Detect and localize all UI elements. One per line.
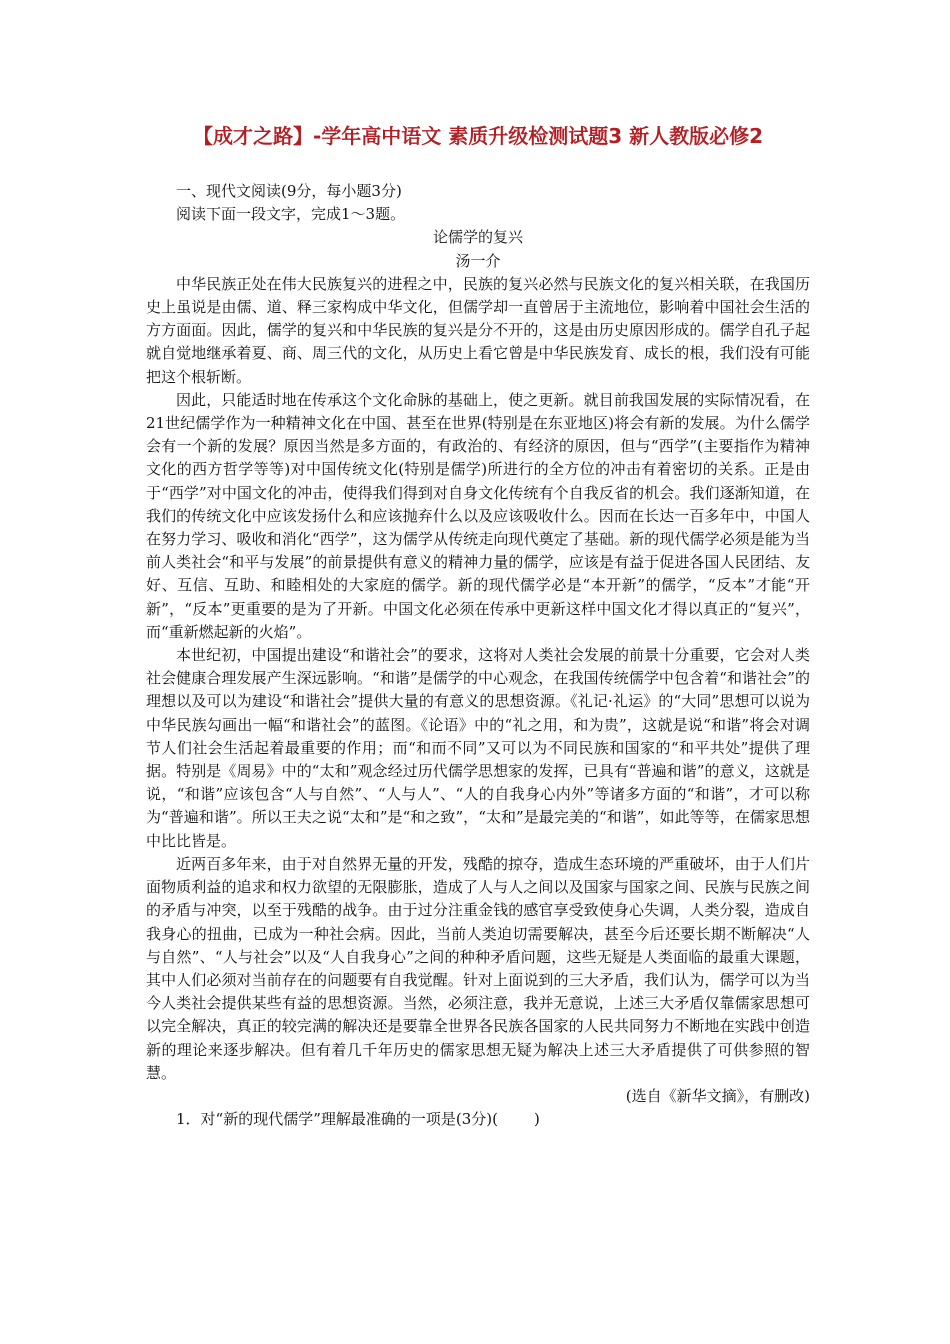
- article-author: 汤一介: [455, 251, 501, 270]
- section-heading: 一、现代文阅读(9分，每小题3分): [176, 182, 402, 200]
- article-title: 论儒学的复兴: [432, 228, 523, 247]
- document-body: [146, 180, 810, 1131]
- question-1-stem: 1．对“新的现代儒学”理解最准确的一项是(3分)(: [176, 1110, 498, 1129]
- article-paragraph-3: 本世纪初，中国提出建设“和谐社会”的要求，这将对人类社会发展的前景十分重要，它会对人类社会健康合理发展产生深远影响。“和谐”是儒学的中心观念，在我国传统儒学中包含着“和谐社会”的理想以及可以为建设“和谐社会”提供大量的有意义的思想资源。《礼记·礼运》的“大同”思想可以说为中华民族勾画出一幅“和谐社会”的蓝图。《论语》中的“礼之用，和为贵”，这就是说“和谐”将会对调节人们社会生活起着最重要的作用；而“和而不同”又可以为不同民族和国家的“和平共处”提供了理据。特别是《周易》中的“太和”观念经过历代儒学思想家的发挥，已具有“普遍和谐”的意义，这就是说，“和谐”应该包含“人与自然”、“人与人”、“人的自我身心内外”等诸多方面的“和谐”，才可以称为“普遍和谐”。所以王夫之说“太和”是“和之致”，“太和”是最完美的“和谐”，如此等等，在儒家思想中比比皆是。: [146, 646, 810, 850]
- article-paragraph-4: 近两百多年来，由于对自然界无量的开发，残酷的掠夺，造成生态环境的严重破坏，由于人们片面物质利益的追求和权力欲望的无限膨胀，造成了人与人之间以及国家与国家之间、民族与民族之间的矛盾与冲突，以至于残酷的战争。由于过分注重金钱的感官享受致使身心失调，人类分裂，造成自我身心的扭曲，已成为一种社会病。因此，当前人类迫切需要解决，甚至今后还要长期不断解决“人与自然”、“人与社会”以及“人自我身心”之间的种种矛盾问题，这些无疑是人类面临的最重大课题，其中人们必须对当前存在的问题要有自我觉醒。针对上面说到的三大矛盾，我们认为，儒学可以为当今人类社会提供某些有益的思想资源。当然，必须注意，我并无意说，上述三大矛盾仅靠儒家思想可以完全解决，真正的较完满的解决还是要靠全世界各民族各国家的人民共同努力不断地在实践中创造新的理论来逐步解决。但有着几千年历史的儒家思想无疑为解决上述三大矛盾提供了可供参照的智慧。: [146, 854, 810, 1082]
- article-paragraph-1: 中华民族正处在伟大民族复兴的进程之中，民族的复兴必然与民族文化的复兴相关联，在我国历史上虽说是由儒、道、释三家构成中华文化，但儒学却一直曾居于主流地位，影响着中国社会生活的方方面面。因此，儒学的复兴和中华民族的复兴是分不开的，这是由历史原因形成的。儒学自孔子起就自觉地继承着夏、商、周三代的文化，从历史上看它曾是中华民族发育、成长的根，我们没有可能把这个根斩断。: [146, 274, 810, 386]
- question-1: [146, 1108, 810, 1131]
- article-paragraph-2: 因此，只能适时地在传承这个文化命脉的基础上，使之更新。就目前我国发展的实际情况看，在21世纪儒学作为一种精神文化在中国、甚至在世界(特别是在东亚地区)将会有新的发展。为什么儒学会有一个新的发展？原因当然是多方面的，有政治的、有经济的原因，但与“西学”(主要指作为精神文化的西方哲学等等)对中国传统文化(特别是儒学)所进行的全方位的冲击有着密切的关系。正是由于“西学”对中国文化的冲击，使得我们得到对自身文化传统有个自我反省的机会。我们逐渐知道，在我们的传统文化中应该发扬什么和应该抛弃什么以及应该吸收什么。因而在长达一百多年中，中国人在努力学习、吸收和消化“西学”，这为儒学从传统走向现代奠定了基础。新的现代儒学必须是能为当前人类社会“和平与发展”的前景提供有意义的精神力量的儒学，应该是有益于促进各国人民团结、友好、互信、互助、和睦相处的大家庭的儒学。新的现代儒学必是“本开新”的儒学，“反本”才能“开新”，“反本”更重要的是为了开新。中国文化必须在传承中更新这样中国文化才得以真正的“复兴”，而“重新燃起新的火焰”。: [146, 390, 810, 641]
- question-1-close: ): [533, 1110, 540, 1129]
- article-source: (选自《新华文摘》，有删改): [625, 1086, 810, 1105]
- reading-instruction: 阅读下面一段文字，完成1～3题。: [176, 205, 406, 224]
- document-title: 【成才之路】-学年高中语文 素质升级检测试题3 新人教版必修2: [192, 124, 764, 148]
